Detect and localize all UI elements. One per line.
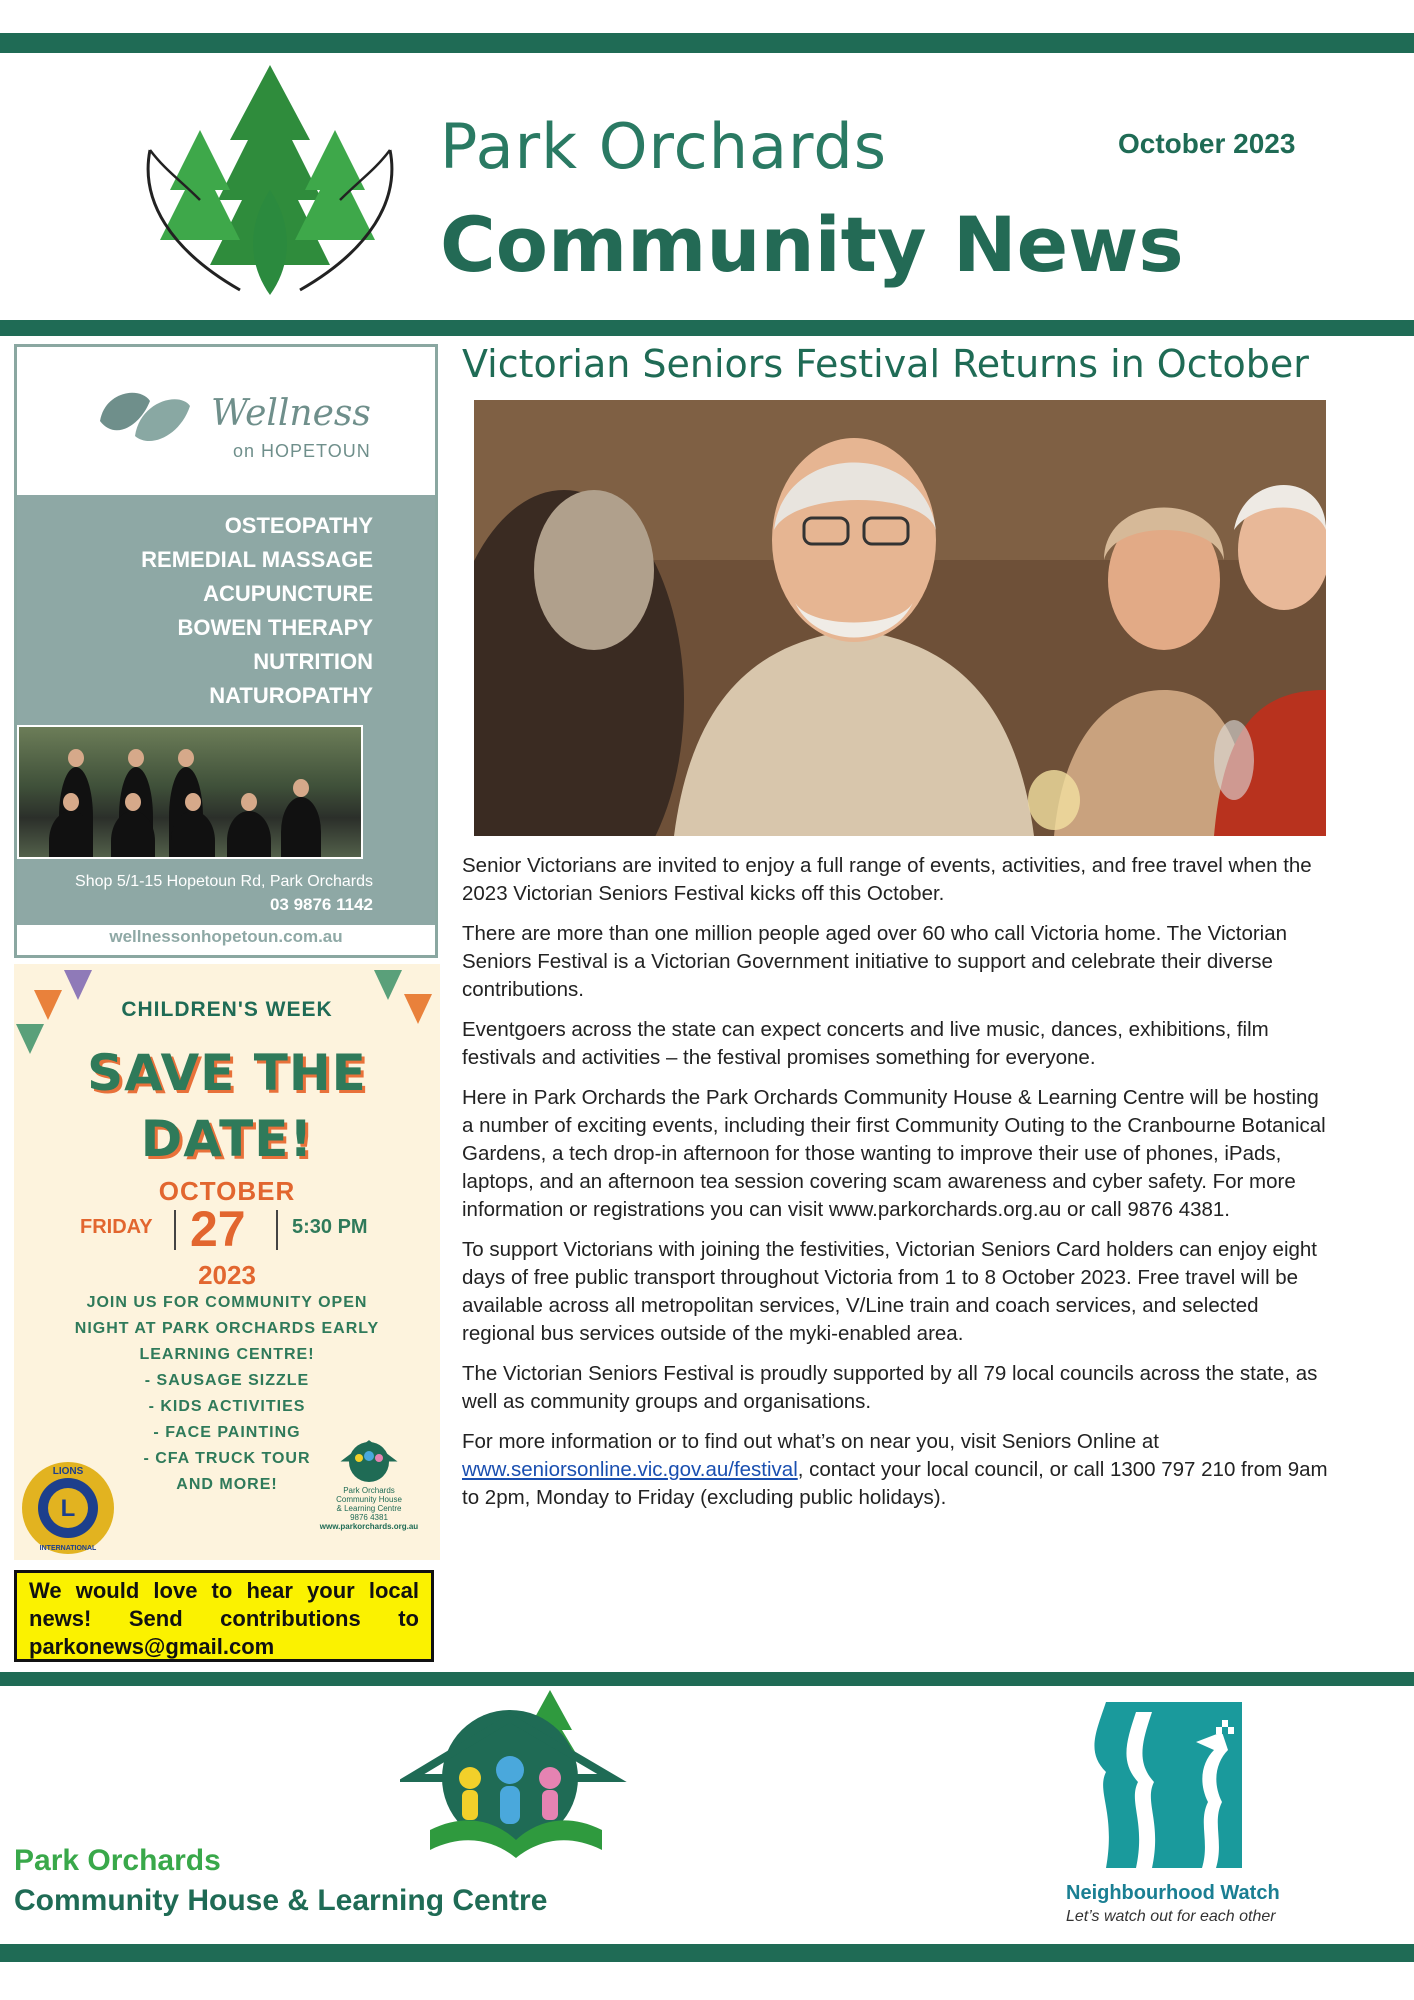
seniors-online-link[interactable]: www.seniorsonline.vic.gov.au/festival — [462, 1458, 798, 1481]
article-paragraph: There are more than one million people aged over 60 who call Victoria home. The Victorian Seniors Festival is a Victorian Government initiative to support and celebrate their diverse contributions. — [462, 922, 1288, 1001]
seniors-photo — [474, 400, 1326, 836]
leaf-icon — [95, 381, 195, 451]
top-rule — [0, 33, 1414, 53]
header-rule — [0, 320, 1414, 336]
event-month: OCTOBER — [158, 1176, 296, 1206]
neighbourhood-watch-name: Neighbourhood Watch — [1066, 1882, 1280, 1904]
footer-rule — [0, 1672, 1414, 1686]
save-the-date-line1: SAVE THE — [87, 1044, 367, 1102]
article-paragraph: Eventgoers across the state can expect concerts and live music, dances, exhibitions, film festivals and activities – the festival promises something for everyone. — [462, 1018, 1269, 1069]
community-house-logo — [400, 1690, 632, 1860]
pocl-small-logo — [314, 1434, 424, 1554]
tree-hands-logo — [130, 60, 410, 300]
event-detail-line: JOIN US FOR COMMUNITY OPEN — [86, 1294, 368, 1311]
small-logo-line1: Park Orchards — [343, 1486, 395, 1495]
service-item: NUTRITION — [253, 649, 373, 674]
article-paragraph: Here in Park Orchards the Park Orchards Community House & Learning Centre will be hosting a number of exciting events, including their first Community Outing to the Cranbourne Botanical Gardens, a tech drop-in afternoon for those wanting to improve their use of phones, iPads, laptops, and an afternoon tea session covering scam awareness and cyber safety. For more information or registrations you can visit www.parkorchards.org.au or call 9876 4381. — [462, 1086, 1326, 1221]
event-time: 5:30 PM — [292, 1216, 368, 1238]
event-date-number: 27 — [190, 1201, 246, 1257]
wellness-address: Shop 5/1-15 Hopetoun Rd, Park Orchards — [75, 873, 373, 890]
event-detail-line: NIGHT AT PARK ORCHARDS EARLY — [74, 1320, 380, 1337]
article-body — [462, 852, 1332, 1524]
masthead-title-line1: Park Orchards — [440, 110, 888, 183]
small-logo-phone: 9876 4381 — [350, 1513, 388, 1522]
final-text-post: , contact your local council, or call 1300 797 210 from 9am to 2pm, Monday to Friday (excluding public holidays). — [462, 1458, 1328, 1509]
team-photo — [17, 725, 363, 859]
article-paragraph-final — [462, 1428, 1332, 1512]
save-the-date-line2: DATE! — [140, 1110, 314, 1168]
service-item: ACUPUNCTURE — [203, 581, 373, 606]
article-title: Victorian Seniors Festival Returns in October — [462, 342, 1309, 386]
event-detail-line: - SAUSAGE SIZZLE — [144, 1372, 310, 1389]
event-day: FRIDAY — [80, 1216, 153, 1238]
small-logo-url: www.parkorchards.org.au — [319, 1522, 419, 1531]
event-detail-line: LEARNING CENTRE! — [139, 1346, 315, 1363]
contribution-notice: We would love to hear your local news! Send contributions to parkonews@gmail.com — [14, 1570, 434, 1662]
neighbourhood-watch-tagline: Let’s watch out for each other — [1066, 1908, 1276, 1925]
small-logo-line3: & Learning Centre — [336, 1504, 402, 1513]
bottom-rule — [0, 1944, 1414, 1962]
event-year: 2023 — [198, 1260, 256, 1290]
house-icon — [339, 1434, 399, 1484]
neighbourhood-watch-logo — [1066, 1702, 1242, 1868]
issue-date: October 2023 — [1118, 128, 1296, 159]
community-house-name-line1: Park Orchards — [14, 1844, 221, 1877]
lions-text-top: LIONS — [52, 1466, 84, 1477]
bunting-flag — [64, 970, 92, 1000]
event-detail-line: AND MORE! — [176, 1476, 278, 1493]
event-detail-line: - KIDS ACTIVITIES — [148, 1398, 306, 1415]
community-house-name-line2: Community House & Learning Centre — [14, 1884, 548, 1917]
lions-letter: L — [60, 1495, 76, 1522]
final-text-pre: For more information or to find out what’s on near you, visit Seniors Online at — [462, 1430, 1159, 1453]
event-detail-line: - CFA TRUCK TOUR — [143, 1450, 311, 1467]
bunting-flag — [374, 970, 402, 1000]
lions-text-bottom: INTERNATIONAL — [39, 1545, 97, 1552]
childrens-week-heading: CHILDREN'S WEEK — [121, 998, 333, 1021]
event-detail-line: - FACE PAINTING — [153, 1424, 301, 1441]
article-paragraph: To support Victorians with joining the festivities, Victorian Seniors Card holders can enjoy eight days of free public transport throughout Victoria from 1 to 8 October 2023. Free travel will be available across all metropolitan services, V/Line train and coach services, and selected regional bus services outside of the myki-enabled area. — [462, 1238, 1318, 1345]
wellness-url: wellnessonhopetoun.com.au — [109, 927, 343, 946]
masthead-title-line2: Community News — [440, 200, 1184, 289]
small-logo-line2: Community House — [336, 1495, 402, 1504]
service-item: NATUROPATHY — [209, 683, 373, 708]
wellness-name: Wellness — [211, 393, 371, 434]
service-item: OSTEOPATHY — [224, 513, 373, 538]
wellness-advertisement — [14, 344, 438, 958]
wellness-logo-area — [17, 347, 435, 495]
wellness-subname: on HOPETOUN — [233, 441, 371, 461]
article-paragraph: The Victorian Seniors Festival is proudly supported by all 79 local councils across the state, as well as community groups and organisations. — [462, 1362, 1318, 1413]
service-item: REMEDIAL MASSAGE — [141, 547, 373, 572]
article-paragraph: Senior Victorians are invited to enjoy a full range of events, activities, and free travel when the 2023 Victorian Seniors Festival kicks off this October. — [462, 854, 1312, 905]
lions-club-logo — [20, 1460, 116, 1556]
wellness-phone: 03 9876 1142 — [269, 895, 373, 914]
wellness-services-panel — [17, 495, 435, 925]
service-item: BOWEN THERAPY — [177, 615, 373, 640]
childrens-week-advertisement — [14, 964, 440, 1560]
